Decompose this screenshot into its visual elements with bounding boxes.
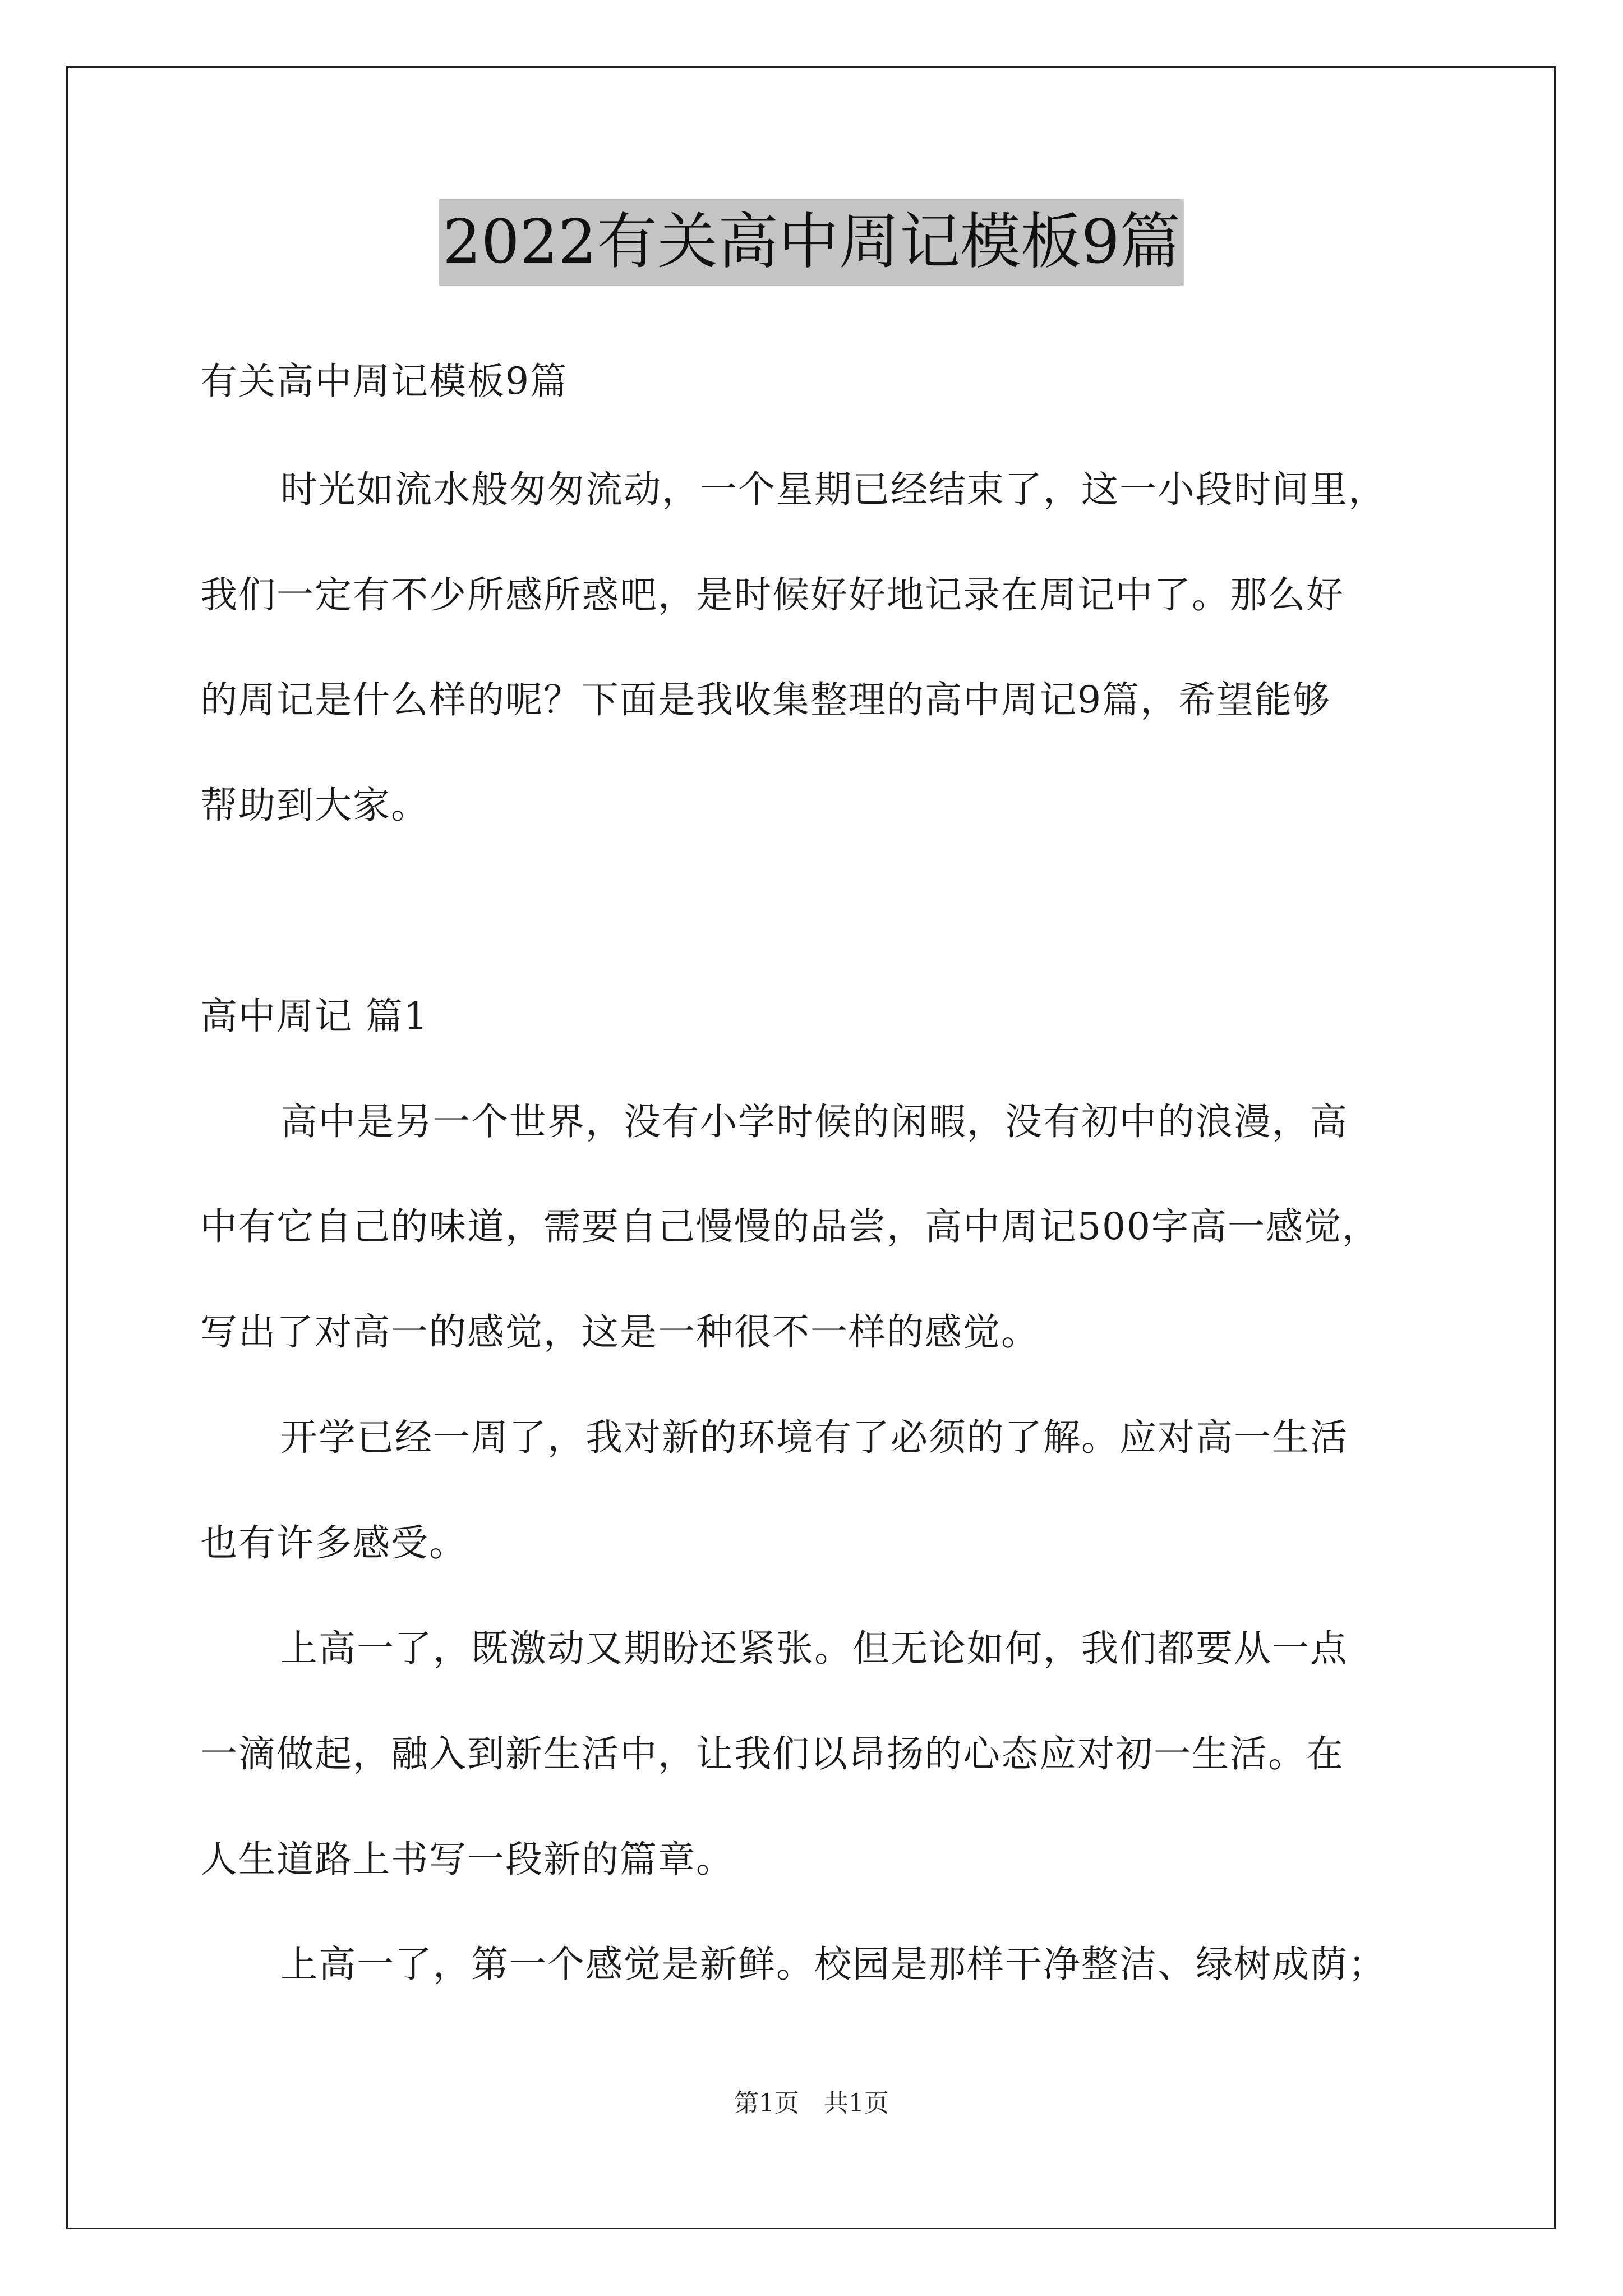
paragraph-line: 高中是另一个世界，没有小学时候的闲暇，没有初中的浪漫，高 xyxy=(280,1100,1348,1143)
paragraph-line: 的周记是什么样的呢？下面是我收集整理的高中周记9篇，希望能够 xyxy=(200,678,1331,721)
paragraph-line: 帮助到大家。 xyxy=(200,784,429,827)
paragraph-line: 开学已经一周了，我对新的环境有了必须的了解。应对高一生活 xyxy=(280,1416,1348,1459)
paragraph-line: 人生道路上书写一段新的篇章。 xyxy=(200,1838,734,1881)
paragraph-line: 时光如流水般匆匆流动，一个星期已经结束了，这一小段时间里， xyxy=(280,468,1386,511)
paragraph-line: 中有它自己的味道，需要自己慢慢的品尝，高中周记500字高一感觉， xyxy=(200,1205,1380,1248)
document-title: 2022有关高中周记模板9篇 xyxy=(439,199,1184,286)
section-heading: 高中周记 篇1 xyxy=(200,995,428,1038)
subtitle-line: 有关高中周记模板9篇 xyxy=(200,360,568,403)
paragraph-line: 写出了对高一的感觉，这是一种很不一样的感觉。 xyxy=(200,1310,1039,1354)
paragraph-line: 上高一了，既激动又期盼还紧张。但无论如何，我们都要从一点 xyxy=(280,1627,1348,1670)
title-container xyxy=(0,199,1623,286)
paragraph-line: 上高一了，第一个感觉是新鲜。校园是那样干净整洁、绿树成荫； xyxy=(280,1943,1386,1986)
paragraph-line: 也有许多感受。 xyxy=(200,1521,467,1565)
paragraph-line: 我们一定有不少所感所惑吧，是时候好好地记录在周记中了。那么好 xyxy=(200,573,1344,616)
paragraph-line: 一滴做起，融入到新生活中，让我们以昂扬的心态应对初一生活。在 xyxy=(200,1732,1344,1775)
page-footer: 第1页 共1页 xyxy=(734,2089,889,2118)
